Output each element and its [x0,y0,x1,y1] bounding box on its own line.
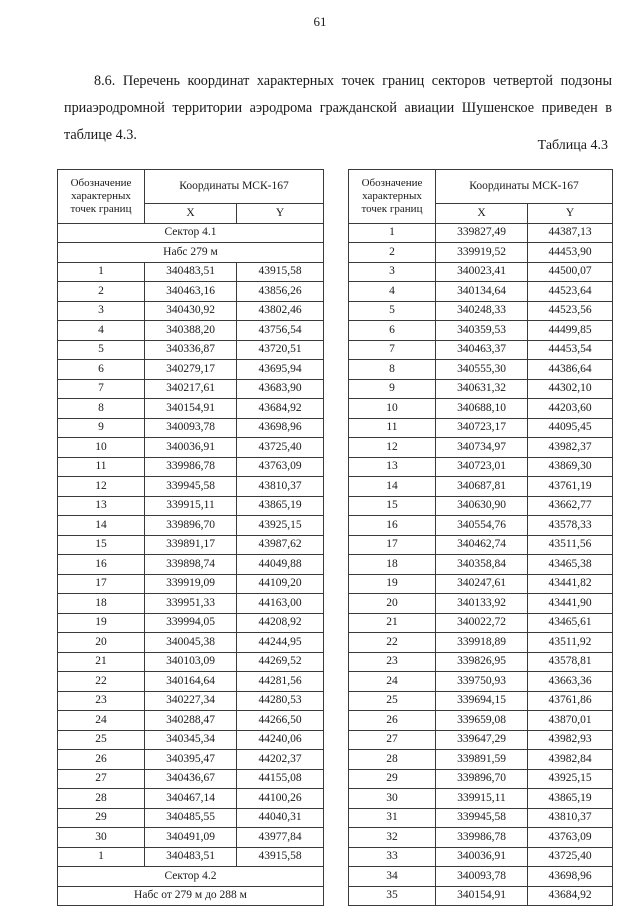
coord-x: 340134,64 [436,282,528,302]
coord-x: 340154,91 [436,886,528,906]
coord-y: 43725,40 [528,847,613,867]
coord-y: 44269,52 [237,652,324,672]
table-row [349,594,613,614]
table-row [58,496,324,516]
table-row [58,418,324,438]
coord-x: 340463,37 [436,340,528,360]
point-number: 29 [58,808,145,828]
coordinates-table-left [57,169,324,906]
table-row [58,828,324,848]
coord-y: 44523,64 [528,282,613,302]
table-row [349,516,613,536]
table-row [349,828,613,848]
coord-y: 43465,38 [528,555,613,575]
coord-x: 339896,70 [436,769,528,789]
point-number: 32 [349,828,436,848]
point-number: 11 [58,457,145,477]
table-row [349,340,613,360]
point-number: 8 [58,399,145,419]
coord-y: 44500,07 [528,262,613,282]
coord-y: 43915,58 [237,262,324,282]
point-number: 18 [58,594,145,614]
point-number: 5 [58,340,145,360]
coord-x: 340358,84 [436,555,528,575]
coord-y: 43761,86 [528,691,613,711]
table-row [58,652,324,672]
coord-y: 43698,96 [528,867,613,887]
coord-y: 43720,51 [237,340,324,360]
coord-y: 43915,58 [237,847,324,867]
coord-y: 43684,92 [528,886,613,906]
point-number: 33 [349,847,436,867]
coord-y: 44208,92 [237,613,324,633]
table-row [349,789,613,809]
point-number: 24 [58,711,145,731]
coord-x: 340485,55 [145,808,237,828]
point-number: 18 [349,555,436,575]
table-row [58,691,324,711]
table-row [58,555,324,575]
section-label: Набс от 279 м до 288 м [58,886,324,906]
point-number: 15 [58,535,145,555]
coord-y: 44095,45 [528,418,613,438]
table-row [58,730,324,750]
table-row [58,613,324,633]
coord-y: 43761,19 [528,477,613,497]
coord-y: 44499,85 [528,321,613,341]
point-number: 14 [349,477,436,497]
coord-x: 340554,76 [436,516,528,536]
table-row [349,379,613,399]
coord-x: 339891,17 [145,535,237,555]
coord-y: 44281,56 [237,672,324,692]
table-row [349,223,613,243]
header-y-label: Y [528,204,613,224]
table-row [349,652,613,672]
coord-x: 339896,70 [145,516,237,536]
coord-x: 340723,17 [436,418,528,438]
coord-y: 44266,50 [237,711,324,731]
coord-y: 44302,10 [528,379,613,399]
coord-x: 340154,91 [145,399,237,419]
coord-x: 339986,78 [145,457,237,477]
point-number: 27 [58,769,145,789]
table-row [349,457,613,477]
table-row [58,769,324,789]
coord-y: 44203,60 [528,399,613,419]
table-row [349,867,613,887]
table-row [58,321,324,341]
coord-x: 340279,17 [145,360,237,380]
coord-x: 339915,11 [436,789,528,809]
table-body-left [58,223,324,906]
point-number: 13 [58,496,145,516]
table-row [58,847,324,867]
table-row [349,243,613,263]
coord-x: 340462,74 [436,535,528,555]
coord-x: 340359,53 [436,321,528,341]
coord-x: 340036,91 [145,438,237,458]
table-row [58,457,324,477]
coord-x: 339694,15 [436,691,528,711]
coord-x: 339919,52 [436,243,528,263]
coord-x: 339918,89 [436,633,528,653]
coord-x: 340336,87 [145,340,237,360]
header-point-label: Обозначение характерных точек границ [58,170,145,224]
point-number: 5 [349,301,436,321]
table-row [349,886,613,906]
coord-x: 339986,78 [436,828,528,848]
coord-x: 340430,92 [145,301,237,321]
coord-y: 43925,15 [237,516,324,536]
coord-x: 340491,09 [145,828,237,848]
point-number: 8 [349,360,436,380]
point-number: 35 [349,886,436,906]
coord-x: 340687,81 [436,477,528,497]
table-row [58,360,324,380]
coord-x: 340023,41 [436,262,528,282]
point-number: 2 [58,282,145,302]
table-row [58,750,324,770]
coord-y: 44244,95 [237,633,324,653]
coord-x: 340227,34 [145,691,237,711]
table-row [349,847,613,867]
point-number: 30 [58,828,145,848]
point-number: 4 [58,321,145,341]
coord-x: 340093,78 [436,867,528,887]
coord-x: 340022,72 [436,613,528,633]
coord-x: 340630,90 [436,496,528,516]
coord-x: 340631,32 [436,379,528,399]
table-row [349,672,613,692]
coord-y: 43810,37 [237,477,324,497]
point-number: 28 [349,750,436,770]
coord-x: 339945,58 [145,477,237,497]
point-number: 25 [349,691,436,711]
coord-y: 43865,19 [528,789,613,809]
coord-x: 339915,11 [145,496,237,516]
section-label: Сектор 4.2 [58,867,324,887]
coord-x: 340463,16 [145,282,237,302]
point-number: 31 [349,808,436,828]
point-number: 24 [349,672,436,692]
coord-y: 44453,90 [528,243,613,263]
coord-y: 44040,31 [237,808,324,828]
point-number: 30 [349,789,436,809]
point-number: 13 [349,457,436,477]
point-number: 26 [58,750,145,770]
table-row [349,691,613,711]
coord-y: 44453,54 [528,340,613,360]
point-number: 16 [349,516,436,536]
point-number: 1 [349,223,436,243]
coord-y: 43511,56 [528,535,613,555]
coord-y: 43865,19 [237,496,324,516]
table-row [349,438,613,458]
point-number: 34 [349,867,436,887]
point-number: 7 [349,340,436,360]
coord-x: 340045,38 [145,633,237,653]
coord-x: 340688,10 [436,399,528,419]
table-row [58,574,324,594]
table-row [349,711,613,731]
coord-y: 43683,90 [237,379,324,399]
coord-x: 339826,95 [436,652,528,672]
coord-x: 340164,64 [145,672,237,692]
coord-x: 339659,08 [436,711,528,731]
point-number: 4 [349,282,436,302]
table-row [349,262,613,282]
coord-x: 340247,61 [436,574,528,594]
coord-x: 340217,61 [145,379,237,399]
point-number: 20 [349,594,436,614]
coord-x: 339994,05 [145,613,237,633]
table-caption: Таблица 4.3 [537,138,608,153]
coord-x: 340467,14 [145,789,237,809]
point-number: 21 [349,613,436,633]
coord-x: 340436,67 [145,769,237,789]
point-number: 12 [349,438,436,458]
point-number: 17 [349,535,436,555]
table-row [349,360,613,380]
table-row [58,594,324,614]
coord-x: 340723,01 [436,457,528,477]
point-number: 1 [58,262,145,282]
coordinates-table-right [348,169,613,906]
point-number: 21 [58,652,145,672]
coord-x: 340103,09 [145,652,237,672]
coord-y: 43698,96 [237,418,324,438]
table-row [349,574,613,594]
coord-y: 44387,13 [528,223,613,243]
coord-y: 43763,09 [528,828,613,848]
header-x-label: X [436,204,528,224]
table-row [58,301,324,321]
coord-x: 340036,91 [436,847,528,867]
coord-x: 340734,97 [436,438,528,458]
point-number: 10 [349,399,436,419]
coord-x: 340483,51 [145,847,237,867]
coord-y: 43802,46 [237,301,324,321]
point-number: 16 [58,555,145,575]
table-row [58,477,324,497]
coord-y: 44109,20 [237,574,324,594]
coord-y: 43725,40 [237,438,324,458]
header-coords-label: Координаты МСК-167 [436,170,613,204]
point-number: 28 [58,789,145,809]
coord-y: 43441,82 [528,574,613,594]
point-number: 12 [58,477,145,497]
point-number: 15 [349,496,436,516]
coord-y: 43662,77 [528,496,613,516]
coord-x: 339647,29 [436,730,528,750]
coord-y: 44240,06 [237,730,324,750]
table-row [58,711,324,731]
point-number: 19 [349,574,436,594]
table-row [349,613,613,633]
page-number: 61 [313,14,327,29]
table-row [349,750,613,770]
point-number: 9 [349,379,436,399]
coord-y: 43756,54 [237,321,324,341]
coord-y: 43982,37 [528,438,613,458]
table-row [58,516,324,536]
coord-x: 339827,49 [436,223,528,243]
point-number: 25 [58,730,145,750]
coord-x: 340288,47 [145,711,237,731]
table-row [58,633,324,653]
coord-y: 43869,30 [528,457,613,477]
point-number: 3 [58,301,145,321]
point-number: 14 [58,516,145,536]
point-number: 6 [349,321,436,341]
table-row [349,535,613,555]
table-row [349,633,613,653]
coord-y: 44386,64 [528,360,613,380]
table-row [58,808,324,828]
coord-x: 339951,33 [145,594,237,614]
point-number: 29 [349,769,436,789]
table-row [349,808,613,828]
coord-y: 43465,61 [528,613,613,633]
point-number: 1 [58,847,145,867]
coord-y: 43763,09 [237,457,324,477]
coord-x: 339898,74 [145,555,237,575]
point-number: 20 [58,633,145,653]
table-body-right [349,223,613,906]
point-number: 23 [58,691,145,711]
coord-y: 43810,37 [528,808,613,828]
coord-y: 44163,00 [237,594,324,614]
header-x-label: X [145,204,237,224]
coord-x: 340483,51 [145,262,237,282]
section-row [58,867,324,887]
point-number: 26 [349,711,436,731]
coord-x: 340248,33 [436,301,528,321]
coord-y: 43578,33 [528,516,613,536]
point-number: 22 [349,633,436,653]
table-row [58,672,324,692]
coord-y: 44523,56 [528,301,613,321]
coord-y: 43856,26 [237,282,324,302]
coord-x: 339945,58 [436,808,528,828]
table-row [349,477,613,497]
coord-y: 43982,84 [528,750,613,770]
header-point-label: Обозначение характерных точек границ [349,170,436,224]
point-number: 17 [58,574,145,594]
coord-y: 43511,92 [528,633,613,653]
table-row [58,340,324,360]
coord-x: 339919,09 [145,574,237,594]
coord-x: 340388,20 [145,321,237,341]
section-row [58,886,324,906]
coord-x: 340133,92 [436,594,528,614]
table-row [58,535,324,555]
table-row [349,496,613,516]
table-row [58,282,324,302]
coord-y: 43578,81 [528,652,613,672]
point-number: 9 [58,418,145,438]
coord-y: 44100,26 [237,789,324,809]
coord-y: 43982,93 [528,730,613,750]
coord-x: 340345,34 [145,730,237,750]
coord-x: 339891,59 [436,750,528,770]
point-number: 11 [349,418,436,438]
coord-x: 340555,30 [436,360,528,380]
coord-y: 43977,84 [237,828,324,848]
point-number: 3 [349,262,436,282]
header-y-label: Y [237,204,324,224]
coord-x: 340395,47 [145,750,237,770]
section-label: Сектор 4.1 [58,223,324,243]
table-row [349,282,613,302]
section-row [58,223,324,243]
coord-y: 43663,36 [528,672,613,692]
header-coords-label: Координаты МСК-167 [145,170,324,204]
section-label: Набс 279 м [58,243,324,263]
coord-y: 43695,94 [237,360,324,380]
coord-y: 43870,01 [528,711,613,731]
coord-x: 339750,93 [436,672,528,692]
table-row [349,301,613,321]
point-number: 19 [58,613,145,633]
coord-y: 43987,62 [237,535,324,555]
point-number: 7 [58,379,145,399]
coord-y: 43684,92 [237,399,324,419]
table-row [349,730,613,750]
coord-y: 44049,88 [237,555,324,575]
coord-y: 43925,15 [528,769,613,789]
table-row [58,438,324,458]
intro-paragraph: 8.6. Перечень координат характерных точек границ секторов четвертой подзоны приаэродромной территории аэродрома гражданской авиации Шушенское приведен в таблице 4.3. [64,73,612,144]
coord-y: 44280,53 [237,691,324,711]
table-row [58,789,324,809]
point-number: 23 [349,652,436,672]
coord-y: 43441,90 [528,594,613,614]
table-row [349,555,613,575]
point-number: 10 [58,438,145,458]
table-row [58,399,324,419]
point-number: 27 [349,730,436,750]
table-row [349,418,613,438]
coord-x: 340093,78 [145,418,237,438]
coord-y: 44155,08 [237,769,324,789]
table-row [349,321,613,341]
table-row [58,379,324,399]
point-number: 6 [58,360,145,380]
point-number: 2 [349,243,436,263]
section-row [58,243,324,263]
table-row [349,769,613,789]
coord-y: 44202,37 [237,750,324,770]
table-row [349,399,613,419]
table-row [58,262,324,282]
point-number: 22 [58,672,145,692]
